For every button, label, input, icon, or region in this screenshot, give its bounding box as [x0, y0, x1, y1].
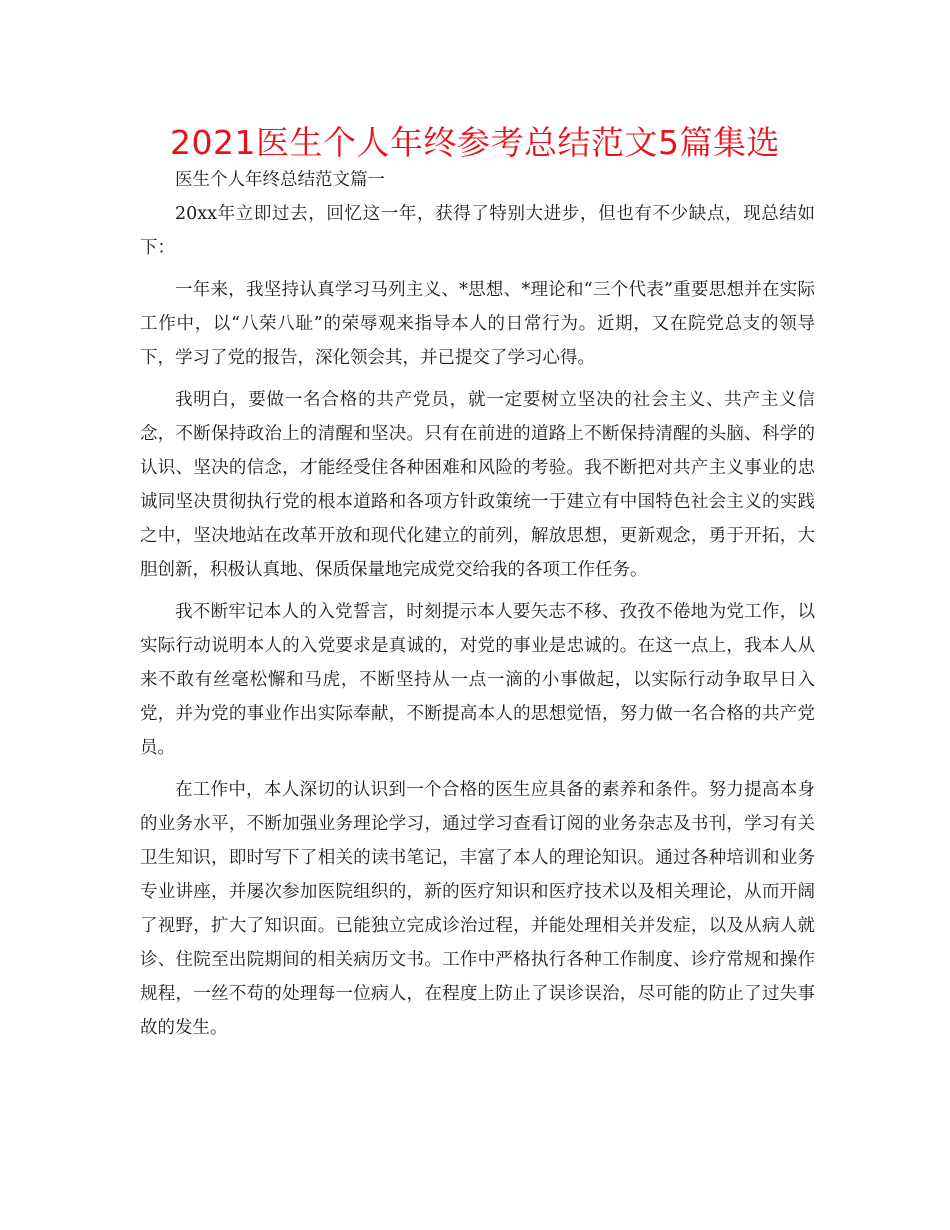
document-body: [140, 163, 815, 1045]
paragraph-1: 20xx年立即过去，回忆这一年，获得了特别大进步，但也有不少缺点，现总结如下：: [140, 204, 815, 258]
paragraph-2: 一年来，我坚持认真学习马列主义、*思想、*理论和“三个代表”重要思想并在实际工作中，以“八荣八耻”的荣辱观来指导本人的日常行为。近期，又在院党总支的领导下，学习了党的报告，深化领会其，并已提交了学习心得。: [140, 280, 815, 368]
section-heading: 医生个人年终总结范文篇一: [175, 170, 385, 190]
paragraph-5: 在工作中，本人深切的认识到一个合格的医生应具备的素养和条件。努力提高本身的业务水平，不断加强业务理论学习，通过学习查看订阅的业务杂志及书刊，学习有关卫生知识，即时写下了相关的读书笔记，丰富了本人的理论知识。通过各种培训和业务专业讲座，并屡次参加医院组织的，新的医疗知识和医疗技术以及相关理论，从而开阔了视野，扩大了知识面。已能独立完成诊治过程，并能处理相关并发症，以及从病人就诊、住院至出院期间的相关病历文书。工作中严格执行各种工作制度、诊疗常规和操作规程，一丝不苟的处理每一位病人，在程度上防止了误诊误治，尽可能的防止了过失事故的发生。: [140, 780, 815, 1038]
document-title: 2021医生个人年终参考总结范文5篇集选: [170, 123, 780, 162]
paragraph-3: 我明白，要做一名合格的共产党员，就一定要树立坚决的社会主义、共产主义信念，不断保持政治上的清醒和坚决。只有在前进的道路上不断保持清醒的头脑、科学的认识、坚决的信念，才能经受住各种困难和风险的考验。我不断把对共产主义事业的忠诚同坚决贯彻执行党的根本道路和各项方针政策统一于建立有中国特色社会主义的实践之中，坚决地站在改革开放和现代化建立的前列，解放思想，更新观念，勇于开拓，大胆创新，积极认真地、保质保量地完成党交给我的各项工作任务。: [140, 390, 815, 580]
paragraph-4: 我不断牢记本人的入党誓言，时刻提示本人要矢志不移、孜孜不倦地为党工作，以实际行动说明本人的入党要求是真诚的，对党的事业是忠诚的。在这一点上，我本人从来不敢有丝毫松懈和马虎，不断坚持从一点一滴的小事做起，以实际行动争取早日入党，并为党的事业作出实际奉献，不断提高本人的思想觉悟，努力做一名合格的共产党员。: [140, 602, 815, 758]
